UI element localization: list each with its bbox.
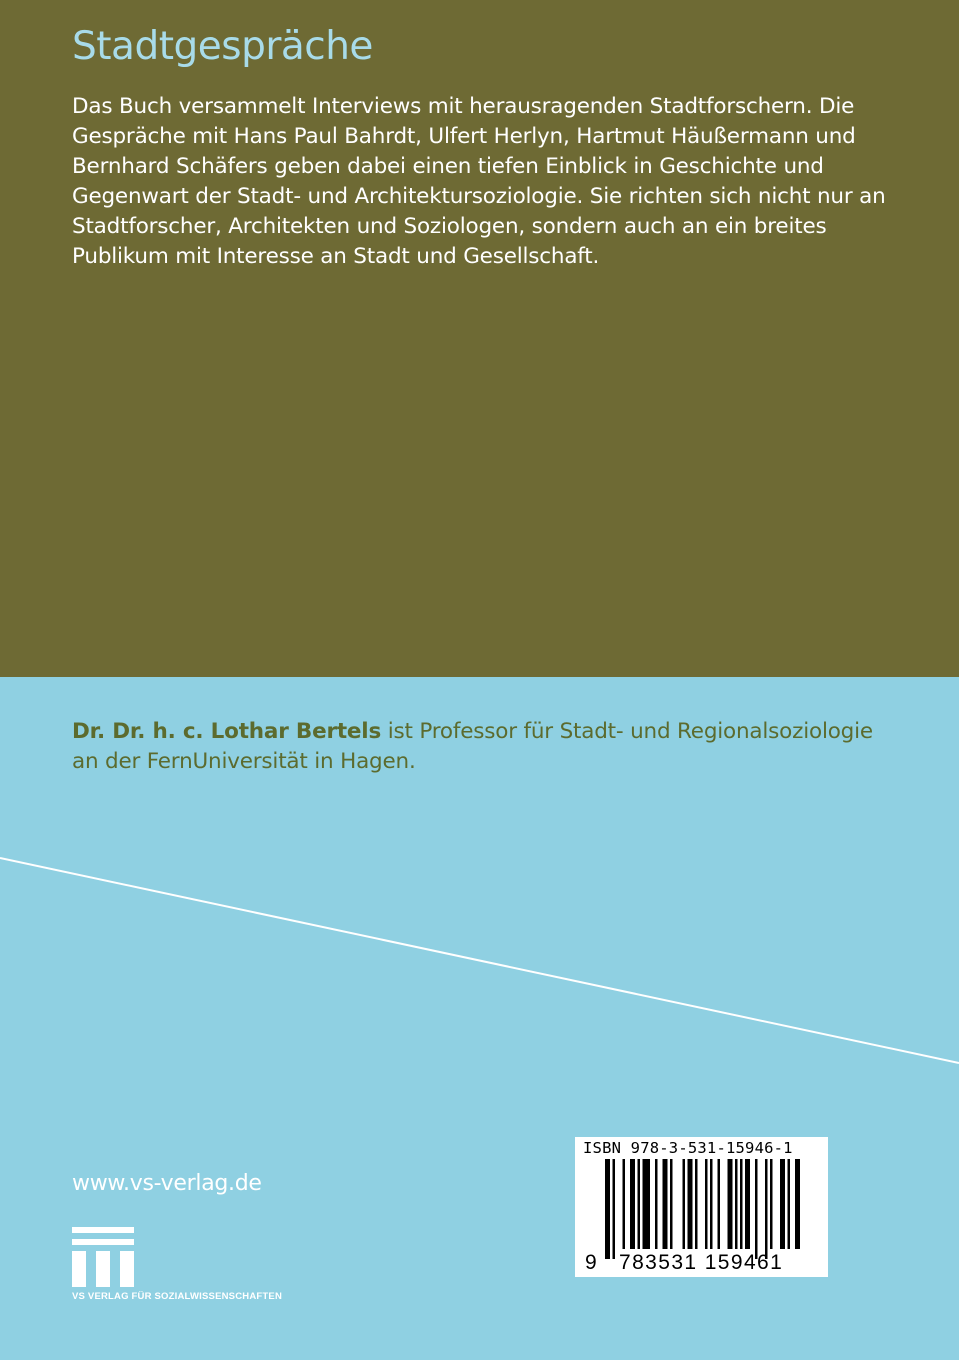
barcode-bar [710, 1159, 713, 1249]
barcode-bar [605, 1159, 610, 1259]
barcode-bar [638, 1159, 641, 1249]
cover-bottom-panel [0, 677, 959, 1360]
ean-digits: 783531 159461 [619, 1251, 784, 1274]
author-name: Dr. Dr. h. c. Lothar Bertels [72, 719, 382, 744]
barcode-bar [683, 1159, 686, 1249]
barcode-bar [695, 1159, 698, 1249]
book-title: Stadtgespräche [72, 24, 373, 69]
ean-first-digit: 9 [585, 1251, 597, 1274]
barcode-bar [655, 1159, 658, 1249]
isbn-barcode [575, 1137, 828, 1277]
barcode-bar [735, 1159, 738, 1249]
barcode-bar [728, 1159, 733, 1249]
barcode-bar [663, 1159, 668, 1249]
barcode-bar [670, 1159, 673, 1249]
barcode-bar [688, 1159, 693, 1249]
barcode-bar [770, 1159, 773, 1249]
barcode-bar [718, 1159, 721, 1249]
barcode-bar [613, 1159, 616, 1259]
barcode-bar [643, 1159, 651, 1249]
barcode-bar [755, 1159, 758, 1259]
isbn-label: ISBN 978-3-531-15946-1 [583, 1139, 793, 1157]
barcode-bar [630, 1159, 635, 1249]
barcode-bar [795, 1159, 800, 1249]
barcode-bar [740, 1159, 743, 1249]
cover-top-panel [0, 0, 959, 677]
publisher-logo-text: VS VERLAG FÜR SOZIALWISSENSCHAFTEN [72, 1291, 283, 1302]
barcode-icon [605, 1159, 805, 1259]
barcode-bar [705, 1159, 708, 1249]
barcode-bar [623, 1159, 626, 1249]
barcode-bar [780, 1159, 785, 1249]
barcode-bar [788, 1159, 791, 1249]
author-info [72, 717, 902, 777]
barcode-bar [745, 1159, 750, 1249]
author-bio: ist Professor für Stadt- und Regionalsoziologie an der FernUniversität in Hagen. [72, 719, 873, 774]
publisher-url[interactable]: www.vs-verlag.de [72, 1171, 262, 1196]
barcode-bar [765, 1159, 768, 1259]
book-description: Das Buch versammelt Interviews mit herausragenden Stadtforschern. Die Gespräche mit Hans Paul Bahrdt, Ulfert Herlyn, Hartmut Häußermann und Bernhard Schäfers geben dabei einen tiefen Einblick in Geschichte und Gegenwart der Stadt- und Architektursoziologie. Sie richten sich nicht nur an Stadtforscher, Architekten und Soziologen, sondern auch an ein breites Publikum mit Interesse an Stadt und Gesellschaft. [72, 94, 886, 269]
publisher-logo-icon [72, 1227, 134, 1289]
